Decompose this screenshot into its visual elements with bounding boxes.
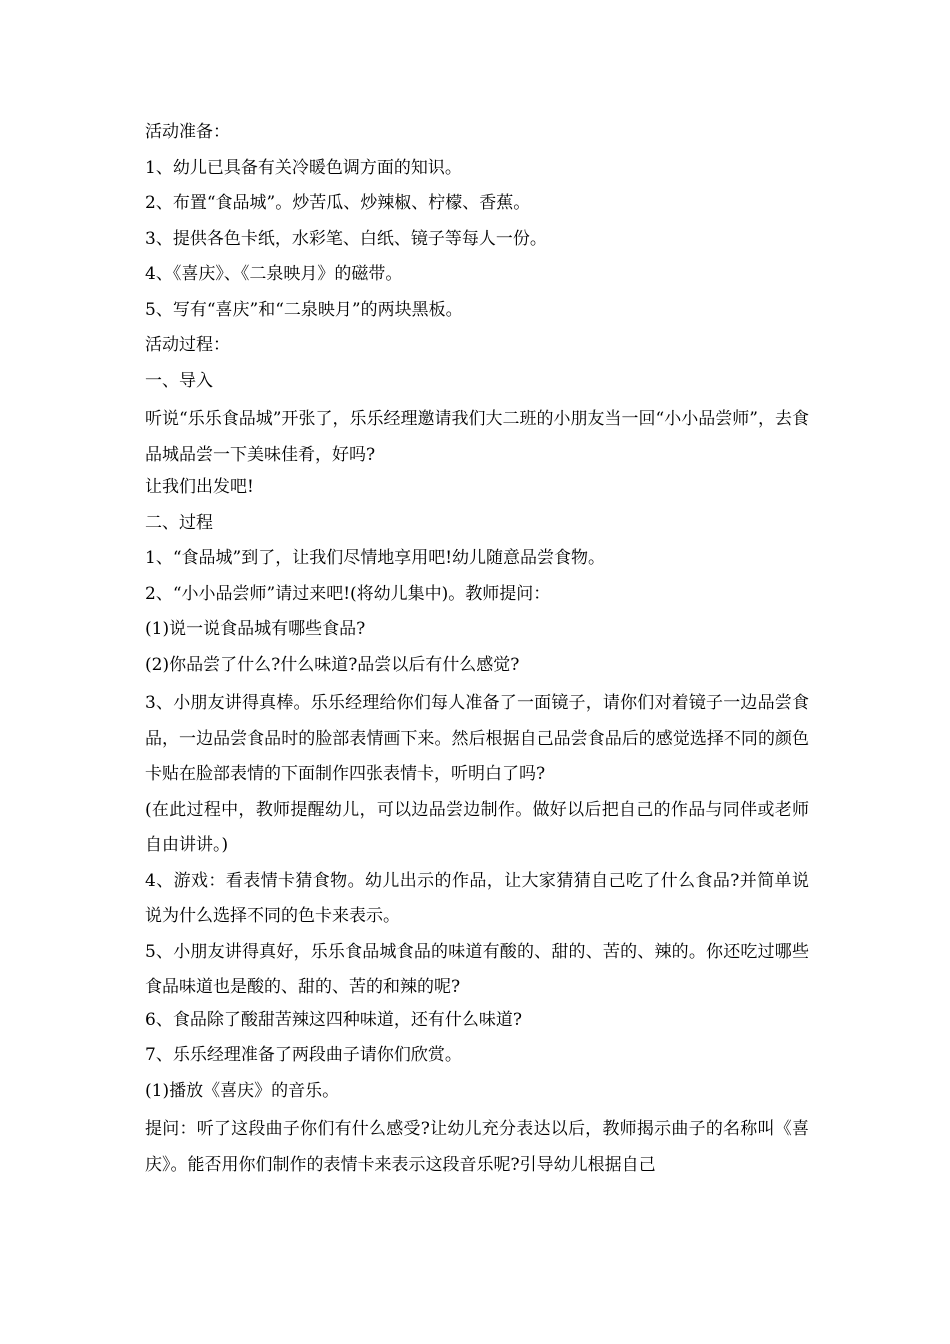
process-step-5: 5、小朋友讲得真好，乐乐食品城食品的味道有酸的、甜的、苦的、辣的。你还吃过哪些食品味道也是酸的、甜的、苦的和辣的呢? (145, 941, 809, 997)
section-intro-heading: 一、导入 (145, 370, 213, 391)
intro-paragraph: 听说“乐乐食品城”开张了，乐乐经理邀请我们大二班的小朋友当一回“小小品尝师”，去食品城品尝一下美味佳肴，好吗? (145, 409, 809, 465)
process-step-4: 4、游戏：看表情卡猜食物。幼儿出示的作品，让大家猜猜自己吃了什么食品?并简单说说为什么选择不同的色卡来表示。 (145, 870, 809, 926)
process-step-2: 2、“小小品尝师”请过来吧!(将幼儿集中)。教师提问： (145, 583, 551, 604)
section-process-heading: 二、过程 (145, 512, 213, 533)
prep-item-5: 5、写有“喜庆”和“二泉映月”的两块黑板。 (145, 299, 463, 320)
process-step-3-note: (在此过程中，教师提醒幼儿，可以边品尝边制作。做好以后把自己的作品与同伴或老师自由讲讲。) (145, 799, 809, 855)
question-2: (2)你品尝了什么?什么味道?品尝以后有什么感觉? (145, 654, 520, 675)
process-step-6: 6、食品除了酸甜苦辣这四种味道，还有什么味道? (145, 1009, 522, 1030)
document-body (145, 118, 809, 1183)
music-item-1: (1)播放《喜庆》的音乐。 (145, 1080, 340, 1101)
process-step-7: 7、乐乐经理准备了两段曲子请你们欣赏。 (145, 1045, 462, 1065)
intro-go: 让我们出发吧! (145, 477, 254, 497)
heading-process: 活动过程： (145, 335, 230, 355)
prep-item-1: 1、幼儿已具备有关冷暖色调方面的知识。 (145, 157, 462, 178)
question-1: (1)说一说食品城有哪些食品? (145, 619, 366, 639)
process-step-1: 1、“食品城”到了，让我们尽情地享用吧!幼儿随意品尝食物。 (145, 548, 606, 568)
heading-preparation: 活动准备： (145, 122, 230, 142)
prep-item-3: 3、提供各色卡纸，水彩笔、白纸、镜子等每人一份。 (145, 228, 547, 249)
process-step-3: 3、小朋友讲得真棒。乐乐经理给你们每人准备了一面镜子，请你们对着镜子一边品尝食品，一边品尝食品时的脸部表情画下来。然后根据自己品尝食品后的感觉选择不同的颜色卡贴在脸部表情的下面制作四张表情卡，听明白了吗? (145, 693, 809, 784)
prep-item-4: 4、《喜庆》、《二泉映月》的磁带。 (145, 264, 403, 284)
prep-item-2: 2、布置“食品城”。炒苦瓜、炒辣椒、柠檬、香蕉。 (145, 193, 531, 213)
question-paragraph: 提问：听了这段曲子你们有什么感受?让幼儿充分表达以后，教师揭示曲子的名称叫《喜庆》。能否用你们制作的表情卡来表示这段音乐呢?引导幼儿根据自己 (145, 1119, 809, 1175)
